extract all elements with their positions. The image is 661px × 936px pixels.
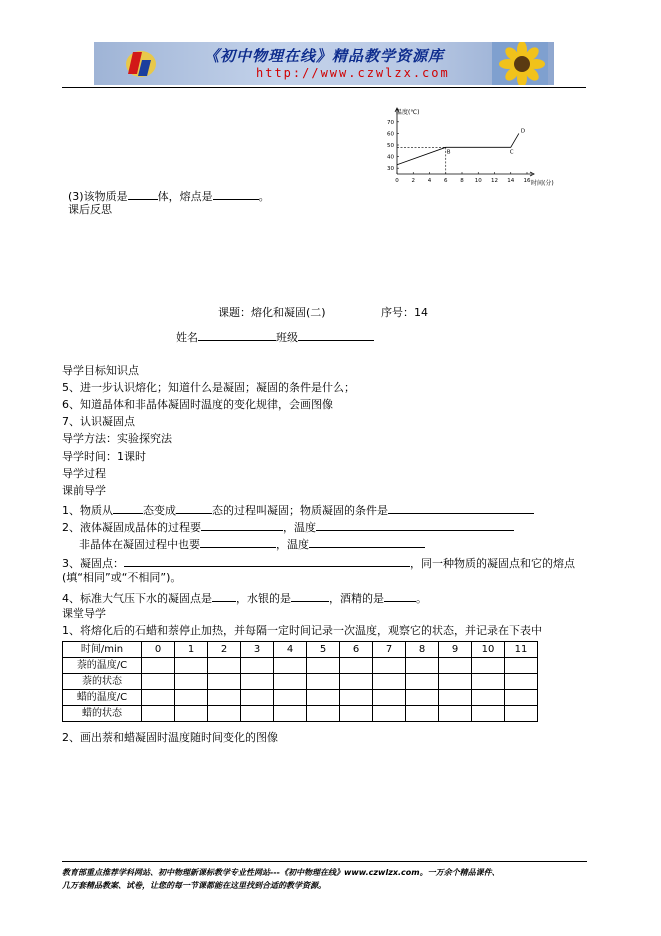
table-cell[interactable]	[340, 690, 373, 706]
reflection-heading: 课后反思	[68, 203, 112, 216]
task1-text: 1、将熔化后的石蜡和萘停止加热，并每隔一定时间记录一次温度，观察它的状态，并记录在下表中	[62, 624, 542, 637]
chart-xlabel: 时间(分)	[531, 180, 554, 187]
chart-x-tick-label: 0	[395, 178, 399, 184]
q3b-blank[interactable]	[124, 555, 410, 567]
q2-text-c: 非晶体在凝固过程中也要	[79, 538, 200, 551]
pre-q2-line1	[62, 519, 514, 535]
table-cell[interactable]	[373, 674, 406, 690]
table-cell[interactable]	[274, 658, 307, 674]
table-cell[interactable]	[241, 658, 274, 674]
q2-blank-4[interactable]	[309, 536, 425, 548]
q2-blank-3[interactable]	[200, 536, 276, 548]
chart-y-tick-label: 40	[387, 154, 394, 161]
table-row-label: 萘的温度/C	[63, 658, 142, 674]
chart-y-tick-label: 30	[387, 166, 394, 173]
header-banner	[94, 42, 554, 85]
table-header-cell: 1	[175, 642, 208, 658]
q1-blank-2[interactable]	[176, 502, 212, 514]
table-cell[interactable]	[406, 690, 439, 706]
q4-text-c: ，酒精的是	[329, 592, 384, 605]
chart-x-tick-label: 4	[427, 178, 432, 184]
q1-blank-3[interactable]	[388, 502, 534, 514]
q3-blank-melting-point[interactable]	[213, 188, 259, 200]
chart-point-label: D	[520, 128, 526, 135]
table-cell[interactable]	[439, 674, 472, 690]
task2-text: 2、画出萘和蜡凝固时温度随时间变化的图像	[62, 731, 278, 744]
table-row-label: 蜡的状态	[63, 706, 142, 722]
table-header-cell: 8	[406, 642, 439, 658]
table-cell[interactable]	[406, 706, 439, 722]
q2-blank-2[interactable]	[316, 519, 514, 531]
q4-blank-2[interactable]	[291, 590, 329, 602]
method-text: 导学方法：实验探究法	[62, 432, 172, 445]
table-cell[interactable]	[373, 706, 406, 722]
pre-q4	[62, 590, 427, 606]
q2-text-b: ，温度	[283, 521, 316, 534]
table-header-cell: 11	[505, 642, 538, 658]
table-cell[interactable]	[175, 706, 208, 722]
table-cell[interactable]	[208, 690, 241, 706]
table-cell[interactable]	[142, 690, 175, 706]
table-cell[interactable]	[142, 674, 175, 690]
table-row	[63, 690, 538, 706]
q2-text-d: ，温度	[276, 538, 309, 551]
table-row	[63, 658, 538, 674]
banner-url: http://www.czwlzx.com	[256, 66, 450, 80]
pre-heading: 课前导学	[62, 484, 106, 497]
table-cell[interactable]	[208, 658, 241, 674]
chart-x-tick-label: 6	[444, 178, 448, 184]
table-cell[interactable]	[406, 674, 439, 690]
table-cell[interactable]	[472, 690, 505, 706]
name-label: 姓名	[176, 331, 198, 344]
chart-x-tick-label: 8	[460, 178, 464, 184]
table-cell[interactable]	[208, 706, 241, 722]
table-header-cell: 0	[142, 642, 175, 658]
q3-end: 。	[258, 190, 270, 203]
q4-text-b: ，水银的是	[236, 592, 291, 605]
table-header-cell: 10	[472, 642, 505, 658]
chart-point-label: C	[509, 149, 514, 156]
q4-blank-1[interactable]	[212, 590, 236, 602]
melting-chart	[380, 103, 590, 193]
table-header-cell: 7	[373, 642, 406, 658]
chart-y-tick-label: 50	[387, 143, 394, 149]
banner-title: 《初中物理在线》精品教学资源库	[204, 47, 445, 65]
chart-x-tick-label: 12	[491, 178, 498, 184]
table-header-cell: 3	[241, 642, 274, 658]
table-cell[interactable]	[439, 706, 472, 722]
table-cell[interactable]	[274, 706, 307, 722]
table-cell[interactable]	[505, 658, 538, 674]
q1-text-a: 1、物质从	[62, 504, 113, 517]
chart-x-tick-label: 16	[523, 178, 531, 184]
record-table-wrap	[62, 641, 538, 722]
goal-item: 5、进一步认识熔化；知道什么是凝固；凝固的条件是什么；	[62, 381, 355, 394]
q4-text-d: 。	[416, 592, 427, 605]
q1-blank-1[interactable]	[113, 502, 143, 514]
footer	[62, 866, 500, 892]
chart-x-tick-label: 14	[507, 178, 515, 184]
record-table	[62, 641, 538, 722]
table-cell[interactable]	[340, 706, 373, 722]
table-cell[interactable]	[505, 690, 538, 706]
table-cell[interactable]	[307, 658, 340, 674]
table-row-label: 萘的状态	[63, 674, 142, 690]
site-logo-icon	[124, 46, 158, 80]
table-cell[interactable]	[472, 674, 505, 690]
table-cell[interactable]	[505, 706, 538, 722]
table-cell[interactable]	[439, 690, 472, 706]
class-label: 班级	[276, 331, 298, 344]
table-cell[interactable]	[241, 706, 274, 722]
table-cell[interactable]	[241, 674, 274, 690]
table-row-label: 蜡的温度/C	[63, 690, 142, 706]
table-cell[interactable]	[208, 674, 241, 690]
table-header-row	[63, 642, 538, 658]
table-cell[interactable]	[307, 706, 340, 722]
pre-q3-line2: (填“相同”或“不相同”)。	[62, 571, 182, 584]
table-cell[interactable]	[241, 690, 274, 706]
q3b-text-a: 3、凝固点：	[62, 557, 124, 570]
q3-line	[68, 188, 270, 204]
goal-item: 7、认识凝固点	[62, 415, 135, 428]
table-cell[interactable]	[307, 674, 340, 690]
chart-x-tick-label: 10	[474, 178, 482, 184]
goals-heading: 导学目标知识点	[62, 364, 139, 377]
q4-text-a: 4、标准大气压下水的凝固点是	[62, 592, 212, 605]
q1-text-b: 态变成	[143, 504, 176, 517]
table-cell[interactable]	[175, 674, 208, 690]
footer-line-2: 几万套精品教案、试卷，让您的每一节课都能在这里找到合适的教学资源。	[62, 881, 326, 890]
table-cell[interactable]	[307, 690, 340, 706]
chart-series-line	[397, 133, 519, 164]
table-header-cell: 时间/min	[63, 642, 142, 658]
goal-item: 6、知道晶体和非晶体凝固时温度的变化规律，会画图像	[62, 398, 333, 411]
table-cell[interactable]	[373, 690, 406, 706]
process-heading: 导学过程	[62, 467, 106, 480]
table-cell[interactable]	[439, 658, 472, 674]
table-header-cell: 2	[208, 642, 241, 658]
footer-rule	[62, 861, 587, 862]
table-cell[interactable]	[175, 690, 208, 706]
q3b-text-b: ，同一种物质的凝固点和它的熔点	[410, 557, 575, 570]
q3-mid: 体，熔点是	[157, 190, 213, 203]
table-cell[interactable]	[340, 658, 373, 674]
class-field[interactable]	[298, 329, 374, 341]
table-header-cell: 9	[439, 642, 472, 658]
name-class-line	[176, 329, 374, 345]
name-field[interactable]	[198, 329, 276, 341]
table-cell[interactable]	[406, 658, 439, 674]
lesson-seq: 序号：14	[381, 306, 428, 319]
header-rule	[62, 87, 586, 88]
sunflower-icon	[492, 42, 548, 85]
table-cell[interactable]	[142, 658, 175, 674]
q2-blank-1[interactable]	[201, 519, 283, 531]
chart-y-tick-label: 70	[387, 119, 394, 126]
chart-ylabel: 温度(℃)	[396, 109, 420, 116]
chart-x-tick-label: 2	[411, 178, 415, 184]
lesson-title: 课题：熔化和凝固(二)	[218, 306, 326, 319]
table-cell[interactable]	[274, 690, 307, 706]
table-cell[interactable]	[340, 674, 373, 690]
table-row	[63, 674, 538, 690]
table-header-cell: 5	[307, 642, 340, 658]
pre-q3-line1	[62, 555, 575, 571]
pre-q2-line2	[79, 536, 425, 552]
table-header-cell: 6	[340, 642, 373, 658]
classroom-heading: 课堂导学	[62, 607, 106, 620]
table-cell[interactable]	[505, 674, 538, 690]
table-cell[interactable]	[373, 658, 406, 674]
table-cell[interactable]	[472, 706, 505, 722]
time-text: 导学时间：1课时	[62, 450, 146, 463]
table-cell[interactable]	[472, 658, 505, 674]
chart-point-label: B	[446, 149, 451, 156]
q1-text-c: 态的过程叫凝固；物质凝固的条件是	[212, 504, 388, 517]
pre-q1	[62, 502, 534, 518]
chart-y-tick-label: 60	[387, 131, 394, 138]
table-header-cell: 4	[274, 642, 307, 658]
q3-blank-state[interactable]	[128, 188, 158, 200]
q4-blank-3[interactable]	[384, 590, 416, 602]
footer-line-1: 教育部重点推荐学科网站、初中物理新课标教学专业性网站---《初中物理在线》www.czwlzx.com。一万余个精品课件、	[62, 868, 500, 877]
q3-prefix: (3)该物质是	[68, 190, 128, 203]
table-cell[interactable]	[274, 674, 307, 690]
table-cell[interactable]	[142, 706, 175, 722]
q2-text-a: 2、液体凝固成晶体的过程要	[62, 521, 201, 534]
table-cell[interactable]	[175, 658, 208, 674]
table-row	[63, 706, 538, 722]
